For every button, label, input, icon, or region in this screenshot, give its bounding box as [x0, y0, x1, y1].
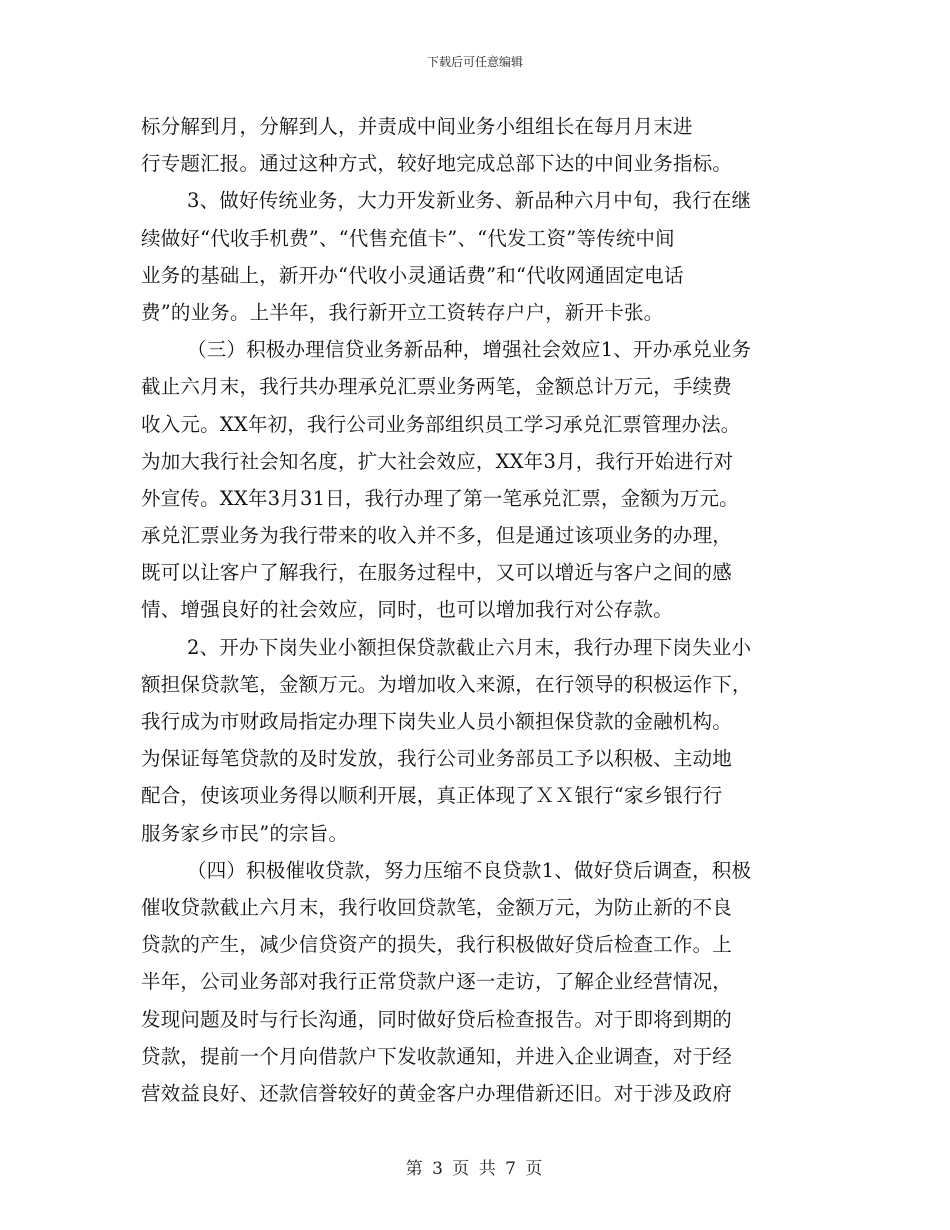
text-line: 业务的基础上，新开办“代收小灵通话费”和“代收网通固定电话 — [141, 263, 684, 287]
text-line: 额担保贷款笔，金额万元。为增加收入来源，在行领导的积极运作下， — [141, 672, 752, 696]
paragraph-start-line: 3、做好传统业务，大力开发新业务、新品种六月中旬，我行在继 — [187, 189, 752, 213]
text-line: 既可以让客户了解我行，在服务过程中，又可以增近与客户之间的感 — [141, 561, 733, 585]
text-line: 标分解到月，分解到人，并责成中间业务小组组长在每月月末进 — [141, 115, 693, 138]
text-line: 外宣传。XX年3月31日，我行办理了第一笔承兑汇票，金额为万元。 — [141, 486, 739, 510]
section-heading-line: （四）积极催收贷款，努力压缩不良贷款1、做好贷后调查，积极 — [187, 858, 752, 882]
text-line: 费”的业务。上半年，我行新开立工资转存户户，新开卡张。 — [141, 300, 664, 324]
text-line: 贷款，提前一个月向借款户下发收款通知，并进入企业调查，对于经 — [141, 1044, 733, 1068]
page-footer: 第 3 页 共 7 页 — [405, 1159, 545, 1179]
text-line: 催收贷款截止六月末，我行收回贷款笔，金额万元，为防止新的不良 — [141, 895, 733, 919]
text-line: 续做好“代收手机费”、“代售充值卡”、“代发工资”等传统中间 — [141, 226, 675, 250]
text-line: 服务家乡市民”的宗旨。 — [141, 821, 349, 845]
text-line: 收入元。XX年初，我行公司业务部组织员工学习承兑汇票管理办法。 — [141, 412, 741, 436]
text-line: 为保证每笔贷款的及时发放，我行公司业务部员工予以积极、主动地 — [141, 747, 733, 771]
text-line: 半年，公司业务部对我行正常贷款户逐一走访，了解企业经营情况， — [141, 970, 733, 994]
text-line: 承兑汇票业务为我行带来的收入并不多，但是通过该项业务的办理， — [141, 524, 733, 548]
text-line: 截止六月末，我行共办理承兑汇票业务两笔，金额总计万元，手续费 — [141, 375, 733, 399]
text-line: 为加大我行社会知名度，扩大社会效应，XX年3月，我行开始进行对 — [141, 449, 734, 473]
text-line: 我行成为市财政局指定办理下岗失业人员小额担保贷款的金融机构。 — [141, 710, 733, 733]
text-line: 行专题汇报。通过这种方式，较好地完成总部下达的中间业务指标。 — [141, 152, 733, 176]
text-line: 营效益良好、还款信誉较好的黄金客户办理借新还旧。对于涉及政府 — [141, 1081, 733, 1105]
text-line: 发现问题及时与行长沟通，同时做好贷后检查报告。对于即将到期的 — [141, 1007, 733, 1031]
text-line: 配合，使该项业务得以顺利开展，真正体现了ＸＸ银行“家乡银行行 — [141, 784, 723, 808]
page-header: 下载后可任意编辑 — [426, 55, 523, 69]
document-body — [141, 108, 813, 1112]
text-line: 贷款的产生，减少信贷资产的损失，我行积极做好贷后检查工作。上 — [141, 933, 733, 957]
paragraph-start-line: 2、开办下岗失业小额担保贷款截止六月末，我行办理下岗失业小 — [187, 635, 752, 659]
text-line: 情、增强良好的社会效应，同时，也可以增加我行对公存款。 — [141, 598, 673, 622]
section-heading-line: （三）积极办理信贷业务新品种，增强社会效应1、开办承兑业务 — [187, 338, 752, 362]
